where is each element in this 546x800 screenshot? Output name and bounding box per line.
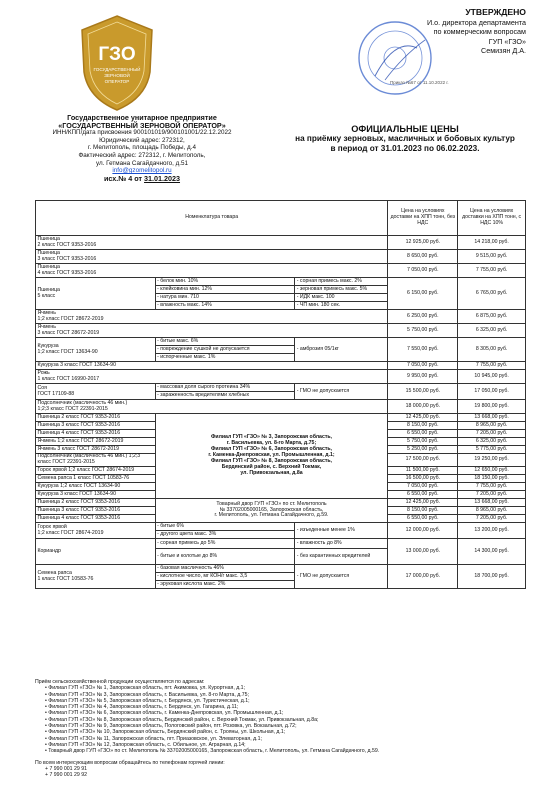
table-row xyxy=(36,250,526,264)
price-no-vat: 5 750,00 руб. xyxy=(388,324,458,338)
product-name: Пшеница 5 класс xyxy=(36,278,156,310)
table-row xyxy=(36,539,526,549)
product-name: Пшеница 3 класс ГОСТ 9353-2016 xyxy=(36,507,156,515)
price-vat: 8 305,00 руб. xyxy=(458,338,526,362)
quality-spec: - базовая масличность 46% xyxy=(155,565,295,573)
table-row xyxy=(36,523,526,531)
address-item: • Филиал ГУП «ГЗО» № 5, Запорожская область, г. Бердянск, ул. Туристическая, д.1; xyxy=(45,697,250,704)
price-vat: 19 250,00 руб. xyxy=(458,454,526,467)
header-price-no-vat: Цена на условиях доставки на ХПП тонн, без НДС xyxy=(388,201,458,236)
product-name: Пшеница 3 класс ГОСТ 9353-2016 xyxy=(36,422,156,430)
price-no-vat: 7 050,00 руб. xyxy=(388,264,458,278)
quality-spec: - ГМО не допускается xyxy=(295,384,388,400)
document-title xyxy=(280,124,530,155)
branch-address-a: Филиал ГУП «ГЗО» № 3, Запорожская область, г. Васильевка, ул. 8-го Марта, д.75; Филиал ГУП «ГЗО» № 6, Запорожская область, г. Каменка-Днепровская, ул. Промышленная, д.1; Филиал ГУП «ГЗО» № 8, Запорожская область, Бердянский район, с. Верхний Токмак, ул. Привокзальная, д.8а xyxy=(155,414,388,499)
address-item: • Филиал ГУП «ГЗО» № 6, Запорожская область, г. Каменка-Днепровская, ул. Промышленная, д.1; xyxy=(45,710,284,717)
order-note: Приказ №67 от 11.10.2022 г. xyxy=(390,80,449,85)
product-name: Семена рапса 1 класс ГОСТ 10583-76 xyxy=(36,565,156,589)
title-main: ОФИЦИАЛЬНЫЕ ЦЕНЫ xyxy=(351,124,459,134)
price-vat: 14 218,00 руб. xyxy=(458,236,526,250)
price-vat: 6 325,00 руб. xyxy=(458,324,526,338)
price-no-vat: 13 000,00 руб. xyxy=(388,539,458,565)
price-no-vat: 16 500,00 руб. xyxy=(388,475,458,483)
table-row xyxy=(36,362,526,370)
org-inn: ИНН/КПП/дата присвоения 900101019/900101001/22.12.2022 xyxy=(52,129,232,137)
product-name: Пшеница 2 класс ГОСТ 9353-2016 xyxy=(36,414,156,422)
quality-spec: - повреждение сушкой не допускается xyxy=(155,346,295,354)
price-no-vat: 6 550,00 руб. xyxy=(388,491,458,499)
quality-spec: - влажность до 8% xyxy=(295,539,388,549)
address-item: • Филиал ГУП «ГЗО» № 8, Запорожская область, Бердянский район, с. Верхний Токмак, ул. Привокзальная, д.8а; xyxy=(45,716,319,723)
quality-spec: - ЧП мин. 180 сек. xyxy=(295,302,388,310)
quality-spec: - сорная примесь макс. 2% xyxy=(295,278,388,286)
table-row xyxy=(36,384,526,392)
product-name: Ячмень 3 класс ГОСТ 28672-2019 xyxy=(36,446,156,454)
table-row xyxy=(36,310,526,324)
doc-number xyxy=(22,175,262,183)
price-no-vat: 15 500,00 руб. xyxy=(388,384,458,400)
phone-number: + 7 990 001 29 91 xyxy=(45,765,87,772)
price-no-vat: 6 550,00 руб. xyxy=(388,515,458,523)
product-name: Ячмень 3 класс ГОСТ 28672-2019 xyxy=(36,324,388,338)
approval-signer: Семизян Д.А. xyxy=(481,46,526,56)
price-vat: 14 300,00 руб. xyxy=(458,539,526,565)
title-period: в период от 31.01.2023 по 06.02.2023. xyxy=(330,144,480,154)
price-vat: 6 875,00 руб. xyxy=(458,310,526,324)
table-row xyxy=(36,370,526,384)
approval-block xyxy=(296,8,526,56)
quality-spec: - изъеденные менее 1% xyxy=(295,523,388,539)
table-row xyxy=(36,499,526,507)
price-vat: 17 050,00 руб. xyxy=(458,384,526,400)
price-no-vat: 9 950,00 руб. xyxy=(388,370,458,384)
price-no-vat: 6 250,00 руб. xyxy=(388,310,458,324)
quality-spec: - зараженность вредителями хлебных xyxy=(155,392,295,400)
header-price-vat: Цена на условиях доставки на ХПП тонн, с НДС 10% xyxy=(458,201,526,236)
price-no-vat: 6 150,00 руб. xyxy=(388,278,458,310)
product-name: Соя ГОСТ 17109-88 xyxy=(36,384,156,400)
price-vat: 7 205,00 руб. xyxy=(458,515,526,523)
table-row xyxy=(36,278,526,286)
svg-text:ЗЕРНОВОЙ: ЗЕРНОВОЙ xyxy=(104,73,130,78)
price-no-vat: 7 550,00 руб. xyxy=(388,338,458,362)
table-row xyxy=(36,324,526,338)
quality-spec: - битые и колотые до 8% xyxy=(155,549,295,565)
quality-spec: - кислотное число, мг КОН/г макс. 3,5 xyxy=(155,573,295,581)
footer-addresses xyxy=(35,679,535,778)
quality-spec: - сорная примесь до 5% xyxy=(155,539,295,549)
price-vat: 6 325,00 руб. xyxy=(458,438,526,446)
product-name: Ячмень 1;2 класс ГОСТ 28672-2019 xyxy=(36,438,156,446)
price-no-vat: 17 000,00 руб. xyxy=(388,565,458,589)
quality-spec: - влажность макс. 14% xyxy=(155,302,295,310)
price-no-vat: 12 925,00 руб. xyxy=(388,236,458,250)
address-item: • Филиал ГУП «ГЗО» № 1, Запорожская область, пгт. Акимовка, ул. Курортная, д.1; xyxy=(45,685,246,692)
price-no-vat: 6 550,00 руб. xyxy=(388,430,458,438)
price-vat: 7 755,00 руб. xyxy=(458,264,526,278)
table-row xyxy=(36,338,526,346)
doc-prefix: исх.№ 4 от xyxy=(103,173,145,183)
svg-text:ГЗО: ГЗО xyxy=(98,44,136,65)
product-name: Пшеница 4 класс ГОСТ 9353-2016 xyxy=(36,264,388,278)
price-no-vat: 7 050,00 руб. xyxy=(388,362,458,370)
product-name: Кукуруза 3 класс ГОСТ 13634-90 xyxy=(36,362,388,370)
svg-text:ОПЕРАТОР: ОПЕРАТОР xyxy=(104,79,130,84)
address-item: • Филиал ГУП «ГЗО» № 11, Запорожская область, пгт. Приазовское, ул. Элеваторная, д.1; xyxy=(45,735,262,742)
price-table xyxy=(35,200,526,589)
phone-number: + 7 990 001 29 92 xyxy=(45,772,87,779)
price-vat: 7 755,00 руб. xyxy=(458,362,526,370)
price-no-vat: 5 250,00 руб. xyxy=(388,446,458,454)
org-email-link[interactable]: info@gzomelitopol.ru xyxy=(112,167,172,175)
table-header-row xyxy=(36,201,526,236)
price-no-vat: 12 425,00 руб. xyxy=(388,414,458,422)
org-address: ул. Гетмана Сагайдачного, д.51 xyxy=(95,159,189,167)
price-no-vat: 12 425,00 руб. xyxy=(388,499,458,507)
address-item: • Филиал ГУП «ГЗО» № 12, Запорожская область, с. Обильное, ул. Аграрная, д.14; xyxy=(45,741,246,748)
product-name: Кукуруза 1;2 класс ГОСТ 13634-90 xyxy=(36,483,156,491)
price-no-vat: 7 050,00 руб. xyxy=(388,483,458,491)
approval-title: УТВЕРЖДЕНО xyxy=(465,7,526,17)
branch-address-b: Товарный двор ГУП «ГЗО» по ст. Мелитополь № 33702005000165, Запорожская область, г. Мелитополь, ул. Гетмана Сагайдачного, д.59. xyxy=(155,499,388,523)
price-no-vat: 12 000,00 руб. xyxy=(388,523,458,539)
address-item: • Товарный двор ГУП «ГЗО» по ст. Мелитополь № 33702005000165, Запорожская область, г. Мелитополь, ул. Гетмана Сагайдачного, д.59. xyxy=(45,748,380,755)
quality-spec: - зерновая примесь макс. 5% xyxy=(295,286,388,294)
quality-spec: - битые 6% xyxy=(155,523,295,531)
doc-date: 31.01.2023 xyxy=(144,173,181,183)
quality-spec: - ГМО не допускается xyxy=(295,565,388,589)
price-vat: 8 965,00 руб. xyxy=(458,507,526,515)
product-name: Подсолнечник (масличность 46 мин.) 1;2;3 класс ГОСТ 22391-2015 xyxy=(36,400,388,414)
product-name: Кукуруза 3 класс ГОСТ 13634-90 xyxy=(36,491,156,499)
approval-line: по коммерческим вопросам xyxy=(433,27,526,37)
address-item: • Филиал ГУП «ГЗО» № 4, Запорожская область, г. Бердянск, ул. Гагарина, д.11; xyxy=(45,704,239,711)
org-line: Государственное унитарное предприятие xyxy=(67,113,217,122)
gzo-logo xyxy=(78,14,156,112)
price-vat: 13 668,00 руб. xyxy=(458,499,526,507)
price-no-vat: 17 500,00 руб. xyxy=(388,454,458,467)
org-address: Юридический адрес: 272312, xyxy=(99,136,185,144)
quality-spec: - битые макс. 6% xyxy=(155,338,295,346)
product-name: Пшеница 2 класс ГОСТ 9353-2016 xyxy=(36,499,156,507)
price-vat: 13 200,00 руб. xyxy=(458,523,526,539)
price-vat: 19 800,00 руб. xyxy=(458,400,526,414)
svg-text:ГОСУДАРСТВЕННЫЙ: ГОСУДАРСТВЕННЫЙ xyxy=(93,67,141,72)
price-no-vat: 11 500,00 руб. xyxy=(388,467,458,475)
price-vat: 13 668,00 руб. xyxy=(458,414,526,422)
table-row xyxy=(36,236,526,250)
quality-spec: - эруковая кислота макс. 2% xyxy=(155,581,295,589)
address-item: • Филиал ГУП «ГЗО» № 3, Запорожская область, г. Васильевка, ул. 8-го Марта, д.75; xyxy=(45,691,249,698)
footer-intro: Приём сельскохозяйственной продукции осуществляется по адресам: xyxy=(35,679,205,685)
price-vat: 9 515,00 руб. xyxy=(458,250,526,264)
price-vat: 10 945,00 руб. xyxy=(458,370,526,384)
price-no-vat: 18 000,00 руб. xyxy=(388,400,458,414)
price-vat: 7 755,00 руб. xyxy=(458,483,526,491)
product-name: Ячмень 1;2 класс ГОСТ 28672-2019 xyxy=(36,310,388,324)
price-vat: 7 205,00 руб. xyxy=(458,430,526,438)
address-item: • Филиал ГУП «ГЗО» № 10, Запорожская область, Бердянский район, с. Трояны, ул. Школьная, д.1; xyxy=(45,729,286,736)
product-name: Пшеница 4 класс ГОСТ 9353-2016 xyxy=(36,430,156,438)
quality-spec: - без карантинных вредителей xyxy=(295,549,388,565)
approval-line: ГУП «ГЗО» xyxy=(488,36,526,46)
org-name: «ГОСУДАРСТВЕННЫЙ ЗЕРНОВОЙ ОПЕРАТОР» xyxy=(58,120,226,130)
product-name: Пшеница 4 класс ГОСТ 9353-2016 xyxy=(36,515,156,523)
price-no-vat: 8 650,00 руб. xyxy=(388,250,458,264)
quality-spec: - ИДК макс. 100 xyxy=(295,294,388,302)
org-address: г. Мелитополь, площадь Победы, д.4 xyxy=(88,144,196,152)
price-vat: 6 765,00 руб. xyxy=(458,278,526,310)
product-name: Пшеница 3 класс ГОСТ 9353-2016 xyxy=(36,250,388,264)
product-name: Кукуруза 1;2 класс ГОСТ 13634-90 xyxy=(36,338,156,362)
phones-intro: По всем интересующим вопросам обращайтесь по телефонам горячей линии: xyxy=(35,759,225,766)
price-vat: 12 650,00 руб. xyxy=(458,467,526,475)
product-name: Горох ярвой 1;2 класс ГОСТ 28674-2019 xyxy=(36,467,156,475)
price-vat: 5 775,00 руб. xyxy=(458,446,526,454)
product-name: Семена рапса 1 класс ГОСТ 10583-76 xyxy=(36,475,156,483)
price-vat: 18 150,00 руб. xyxy=(458,475,526,483)
title-line: на приёмку зерновых, масличных и бобовых культур xyxy=(295,134,515,144)
table-row xyxy=(36,400,526,414)
quality-spec: - амброзия 05/1кг xyxy=(295,338,388,362)
quality-spec: - клейковина мин. 12% xyxy=(155,286,295,294)
price-vat: 7 205,00 руб. xyxy=(458,491,526,499)
quality-spec: - испорченные макс. 1% xyxy=(155,354,295,362)
table-row xyxy=(36,264,526,278)
price-vat: 8 965,00 руб. xyxy=(458,422,526,430)
price-no-vat: 8 150,00 руб. xyxy=(388,422,458,430)
table-row xyxy=(36,565,526,573)
product-name: Горох ярвой 1;2 класс ГОСТ 28674-2019 xyxy=(36,523,156,539)
table-row xyxy=(36,414,526,422)
quality-spec: - массовая доля сырого протеина 34% xyxy=(155,384,295,392)
price-no-vat: 8 150,00 руб. xyxy=(388,507,458,515)
quality-spec: - натура мин. 710 xyxy=(155,294,295,302)
price-vat: 18 700,00 руб. xyxy=(458,565,526,589)
product-name: Пшеница 2 класс ГОСТ 9353-2016 xyxy=(36,236,388,250)
org-address: Фактический адрес: 272312, г. Мелитополь, xyxy=(78,151,206,159)
product-name: Подсолнечник (масличность 46 мин.) 1;2;3 класс ГОСТ 22391-2015 xyxy=(36,454,156,467)
organization-block xyxy=(22,114,262,182)
approval-line: И.о. директора департамента xyxy=(426,17,526,27)
price-no-vat: 5 750,00 руб. xyxy=(388,438,458,446)
product-name: Рожь 1 класс ГОСТ 16990-2017 xyxy=(36,370,388,384)
product-name: Кориандр xyxy=(36,539,156,565)
address-item: • Филиал ГУП «ГЗО» № 9, Запорожская область, Пологовский район, пгт. Розовка, ул. Вокзальная, д.72; xyxy=(45,723,297,730)
header-name: Номенклатура товара xyxy=(36,201,388,236)
quality-spec: - другого цвета макс. 3% xyxy=(155,531,295,539)
quality-spec: - белок мин. 10% xyxy=(155,278,295,286)
